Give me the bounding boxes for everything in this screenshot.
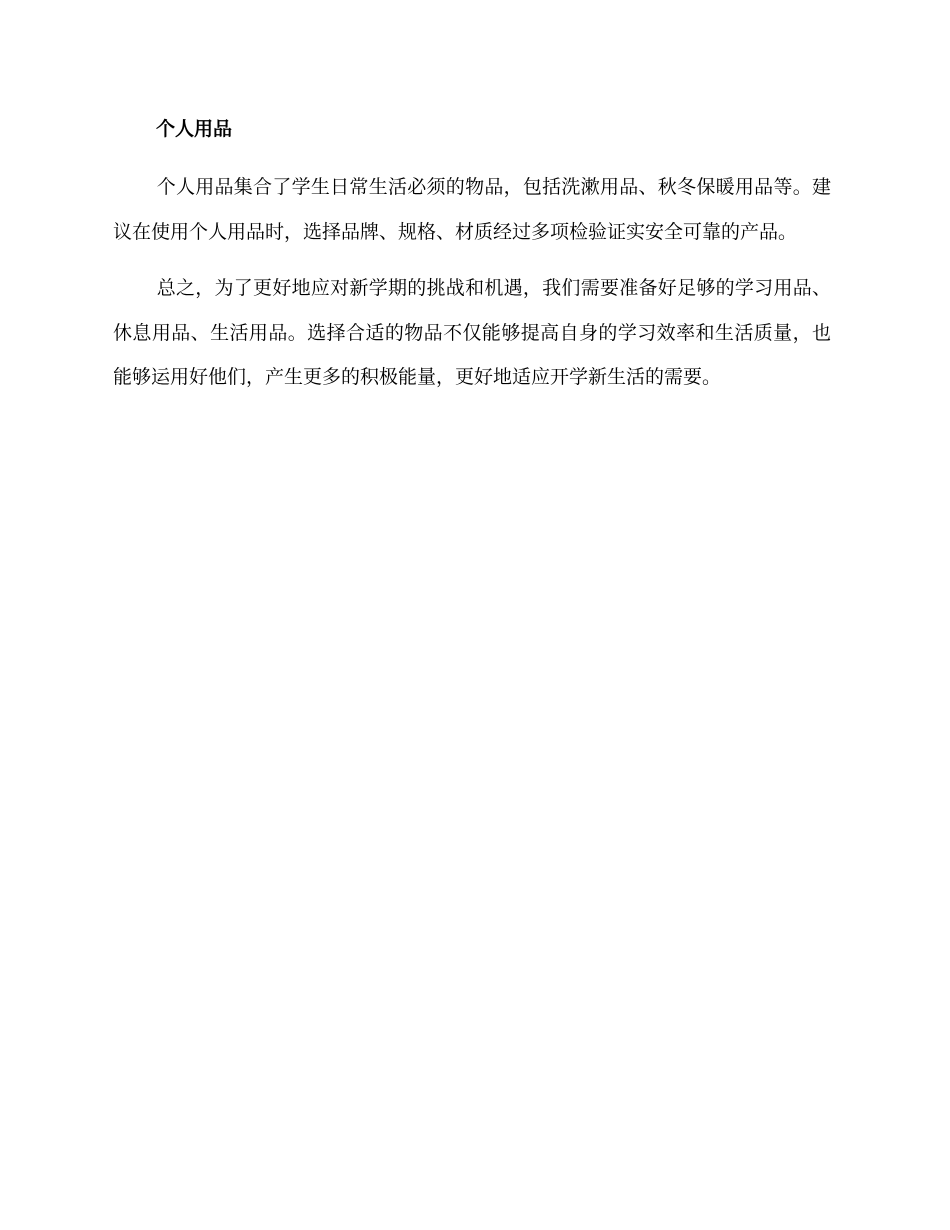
document-body (113, 112, 831, 400)
paragraph-personal-items: 个人用品集合了学生日常生活必须的物品，包括洗漱用品、秋冬保暖用品等。建议在使用个人用品时，选择品牌、规格、材质经过多项检验证实安全可靠的产品。 (113, 176, 831, 243)
section-heading: 个人用品 (156, 118, 233, 140)
paragraph-conclusion: 总之，为了更好地应对新学期的挑战和机遇，我们需要准备好足够的学习用品、休息用品、生活用品。选择合适的物品不仅能够提高自身的学习效率和生活质量，也能够运用好他们，产生更多的积极能量，更好地适应开学新生活的需要。 (113, 277, 831, 388)
